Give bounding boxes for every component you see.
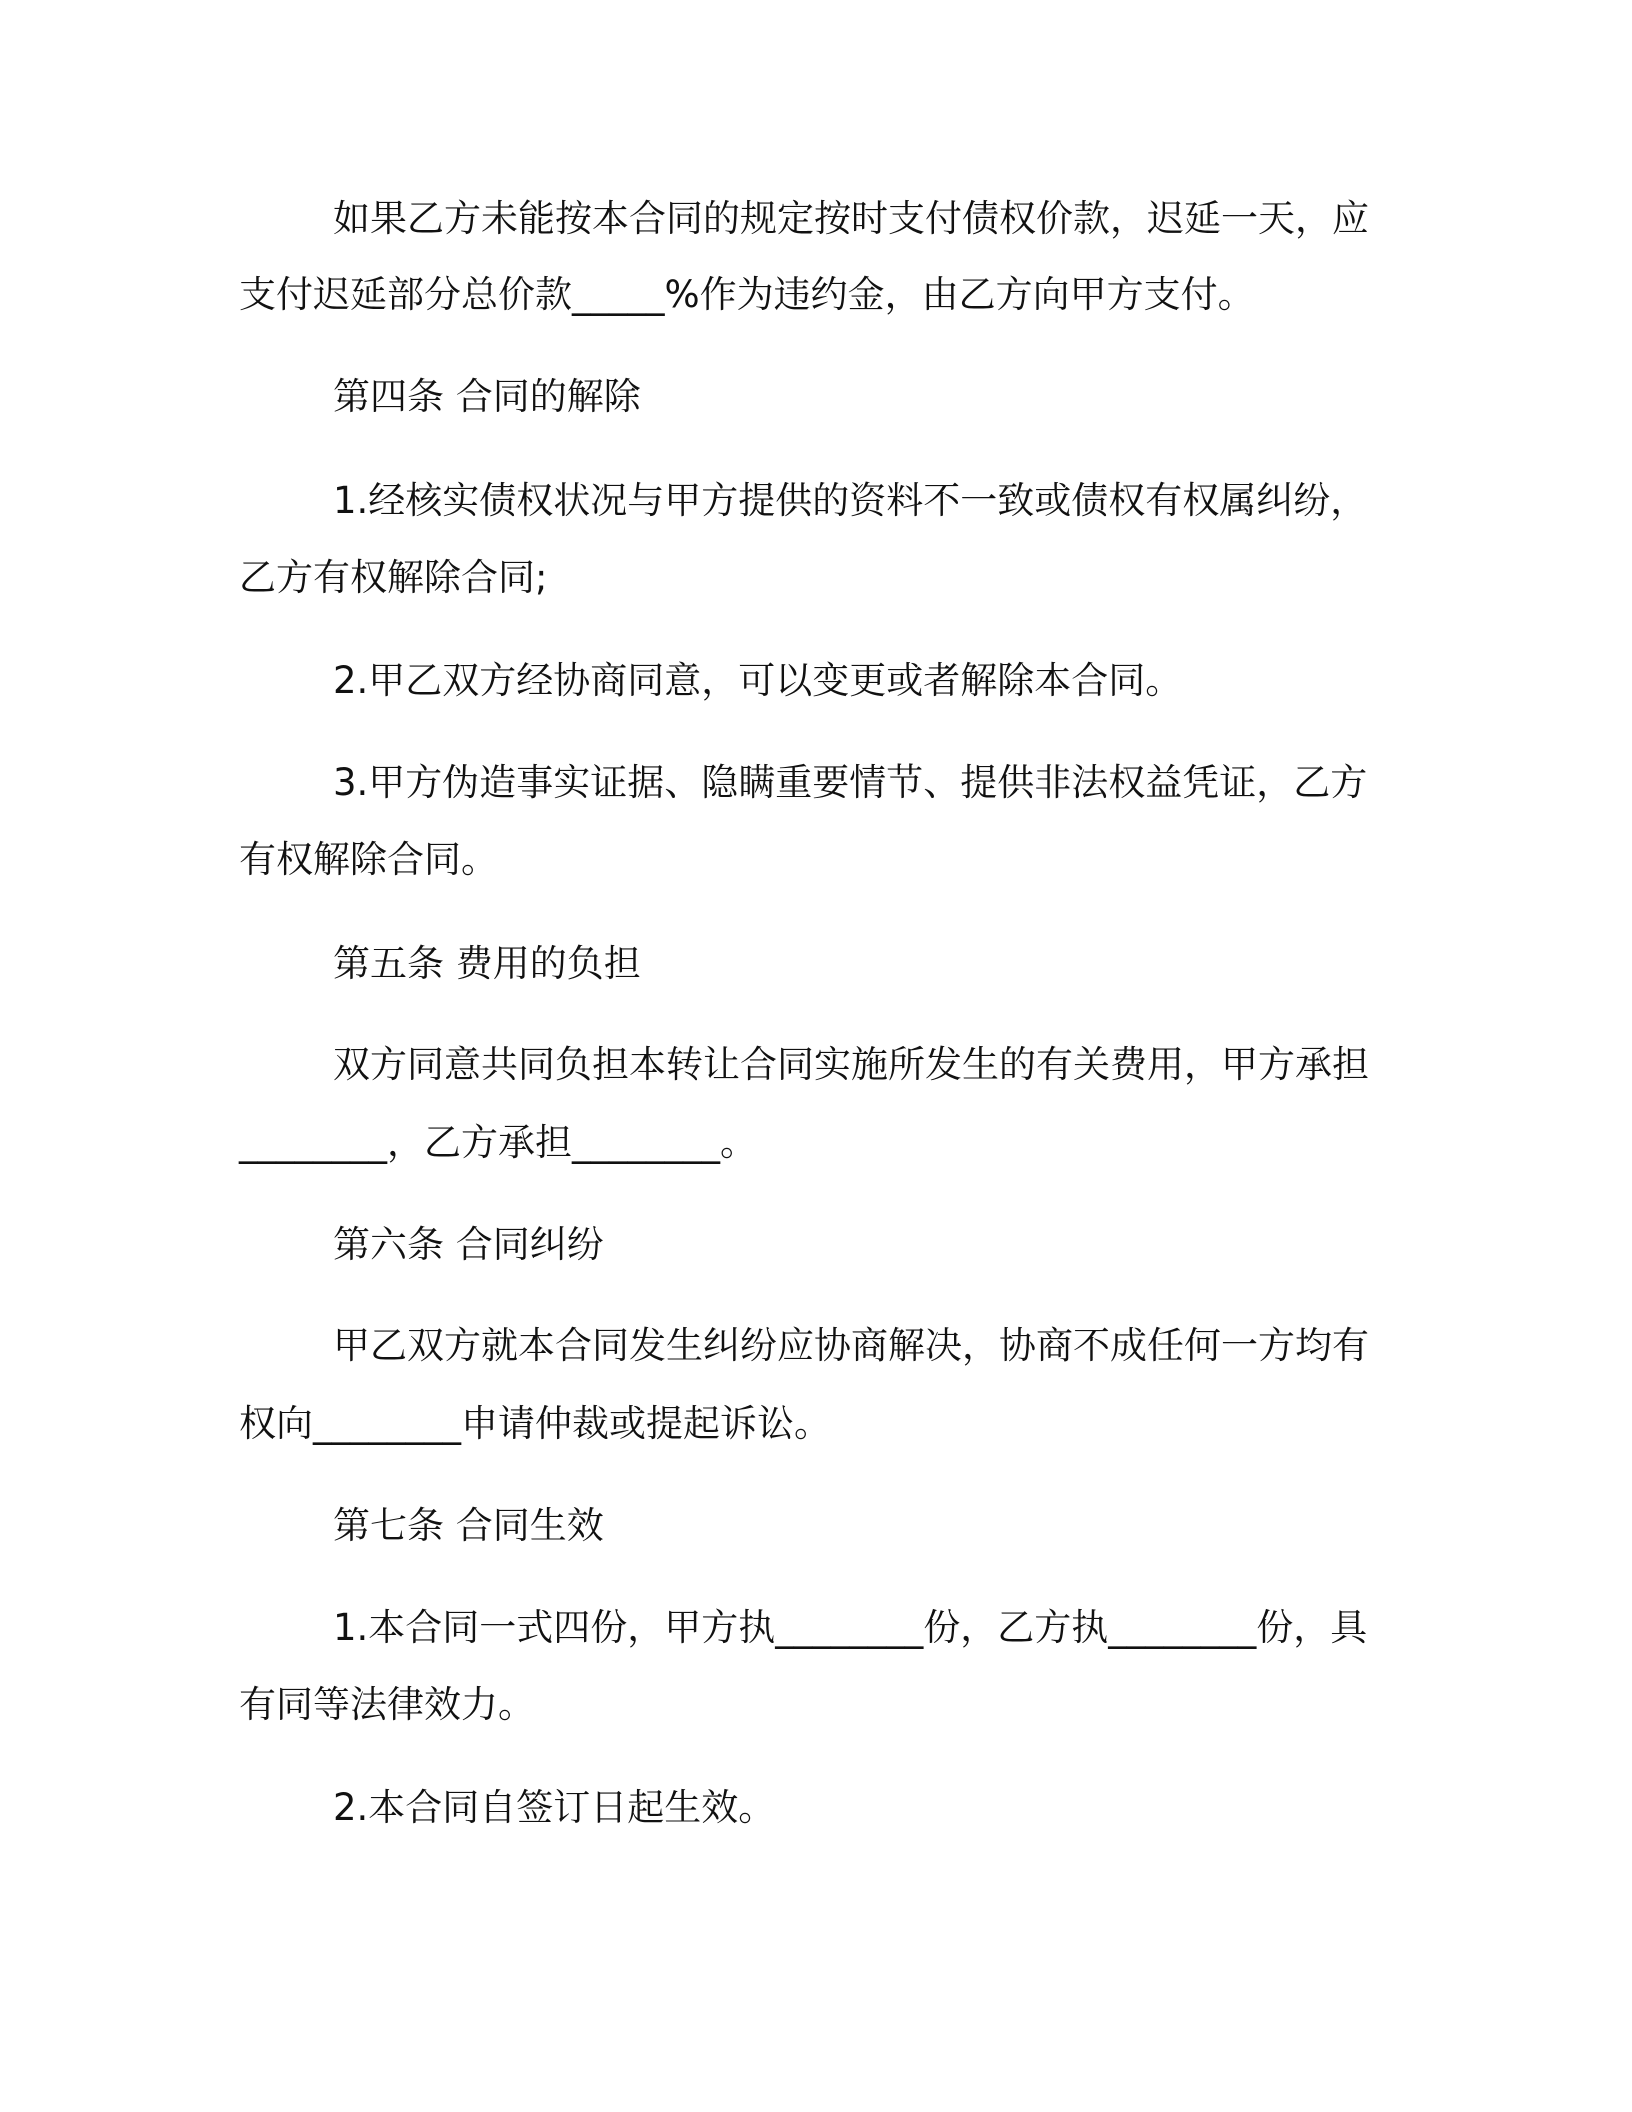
article-7-item-2: 2.本合同自签订日起生效。 <box>333 1786 776 1829</box>
article-4-item-1-line-1: 1.经核实债权状况与甲方提供的资料不一致或债权有权属纠纷， <box>333 479 1368 522</box>
article-4-item-1-line-2: 乙方有权解除合同; <box>239 556 548 599</box>
article-6-body-line-2: 权向________申请仲裁或提起诉讼。 <box>239 1402 831 1445</box>
article-7-item-1-line-2: 有同等法律效力。 <box>239 1683 535 1726</box>
article-6-heading: 第六条 合同纠纷 <box>333 1223 604 1266</box>
article-5-body-line-2: ________，乙方承担________。 <box>239 1121 757 1164</box>
article-7-item-1-line-1: 1.本合同一式四份，甲方执________份，乙方执________份，具 <box>333 1606 1368 1649</box>
article-4-heading: 第四条 合同的解除 <box>333 375 641 418</box>
article-5-heading: 第五条 费用的负担 <box>333 942 641 985</box>
paragraph-breach-line-1: 如果乙方未能按本合同的规定按时支付债权价款，迟延一天，应 <box>333 197 1369 240</box>
article-4-item-3-line-2: 有权解除合同。 <box>239 838 498 881</box>
article-5-body-line-1: 双方同意共同负担本转让合同实施所发生的有关费用，甲方承担 <box>333 1043 1369 1086</box>
article-4-item-3-line-1: 3.甲方伪造事实证据、隐瞒重要情节、提供非法权益凭证，乙方 <box>333 761 1368 804</box>
article-4-item-2: 2.甲乙双方经协商同意，可以变更或者解除本合同。 <box>333 659 1183 702</box>
paragraph-breach-line-2: 支付迟延部分总价款_____%作为违约金，由乙方向甲方支付。 <box>239 273 1255 316</box>
article-7-heading: 第七条 合同生效 <box>333 1504 604 1547</box>
article-6-body-line-1: 甲乙双方就本合同发生纠纷应协商解决，协商不成任何一方均有 <box>333 1324 1369 1367</box>
